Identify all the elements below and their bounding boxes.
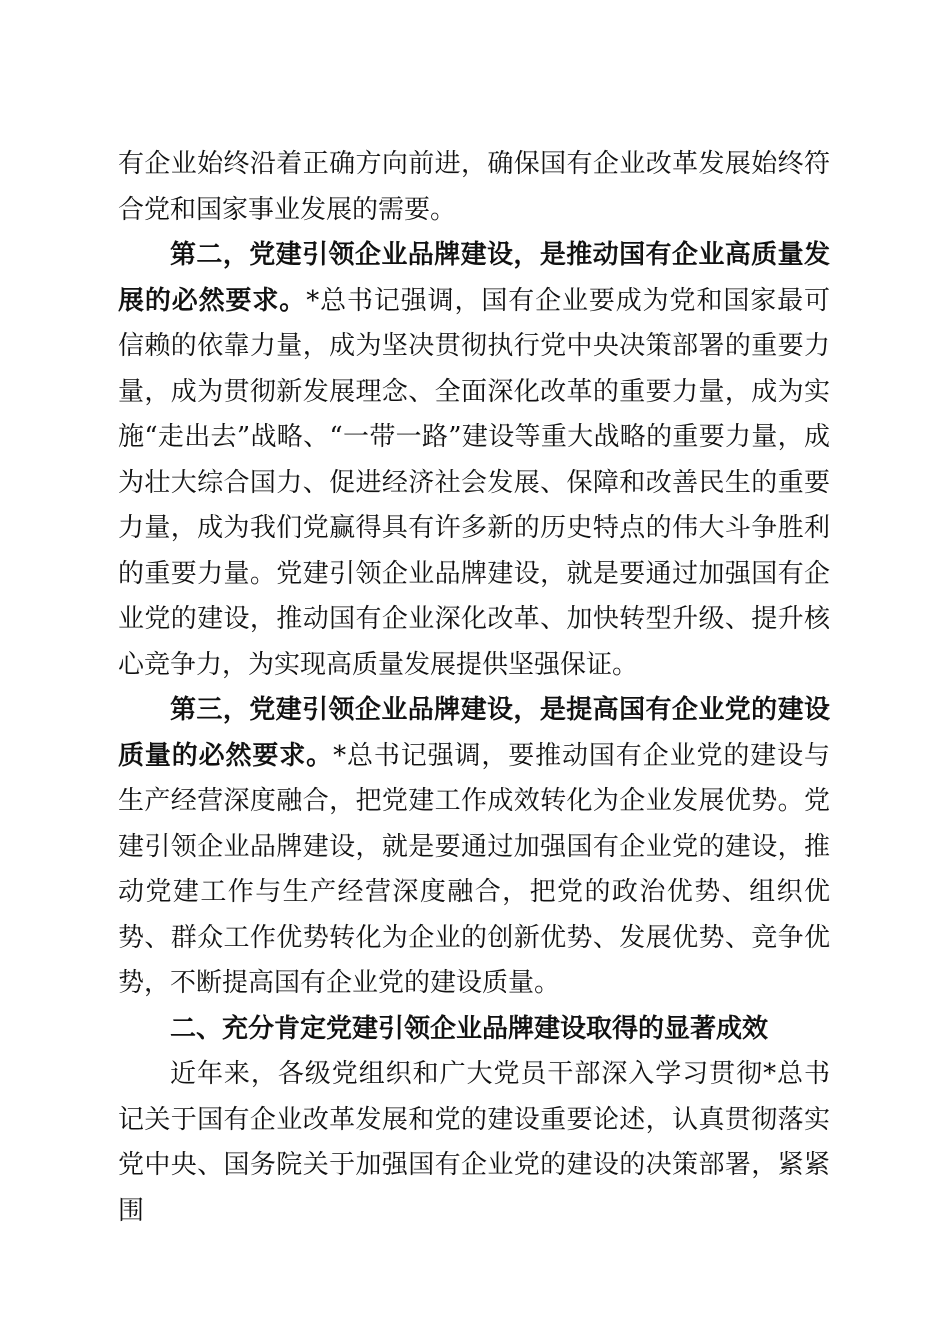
paragraph-third-body: *总书记强调，要推动国有企业党的建设与生产经营深度融合，把党建工作成效转化为企业发展优势。党建引领企业品牌建设，就是要通过加强国有企业党的建设，推动党建工作与生产经营深度融合，把党的政治优势、组织优势、群众工作优势转化为企业的创新优势、发展优势、竞争优势，不断提高国有企业党的建设质量。: [118, 740, 830, 998]
paragraph-second-lead: 第二，党建引领企业品牌建设，是推动国有企业高质量发展的必然要求。: [118, 240, 830, 316]
document-body: [118, 142, 830, 1234]
paragraph-third-lead: 第三，党建引领企业品牌建设，是提高国有企业党的建设质量的必然要求。: [118, 695, 830, 771]
paragraph-continued-text: 有企业始终沿着正确方向前进，确保国有企业改革发展始终符合党和国家事业发展的需要。: [118, 149, 830, 225]
section-heading: 二、充分肯定党建引领企业品牌建设取得的显著成效: [170, 1013, 769, 1044]
paragraph-third-point: [118, 688, 830, 1007]
paragraph-second-body: *总书记强调，国有企业要成为党和国家最可信赖的依靠力量，成为坚决贯彻执行党中央决策部署的重要力量，成为贯彻新发展理念、全面深化改革的重要力量，成为实施“走出去”战略、“一带一路”建设等重大战略的重要力量，成为壮大综合国力、促进经济社会发展、保障和改善民生的重要力量，成为我们党赢得具有许多新的历史特点的伟大斗争胜利的重要力量。党建引领企业品牌建设，就是要通过加强国有企业党的建设，推动国有企业深化改革、加快转型升级、提升核心竞争力，为实现高质量发展提供坚强保证。: [118, 285, 830, 680]
paragraph-section-two: [118, 1052, 830, 1234]
paragraph-continued: [118, 142, 830, 233]
paragraph-section-two-text: 近年来，各级党组织和广大党员干部深入学习贯彻*总书记关于国有企业改革发展和党的建设重要论述，认真贯彻落实党中央、国务院关于加强国有企业党的建设的决策部署，紧紧围: [118, 1059, 830, 1226]
paragraph-second-point: [118, 233, 830, 688]
